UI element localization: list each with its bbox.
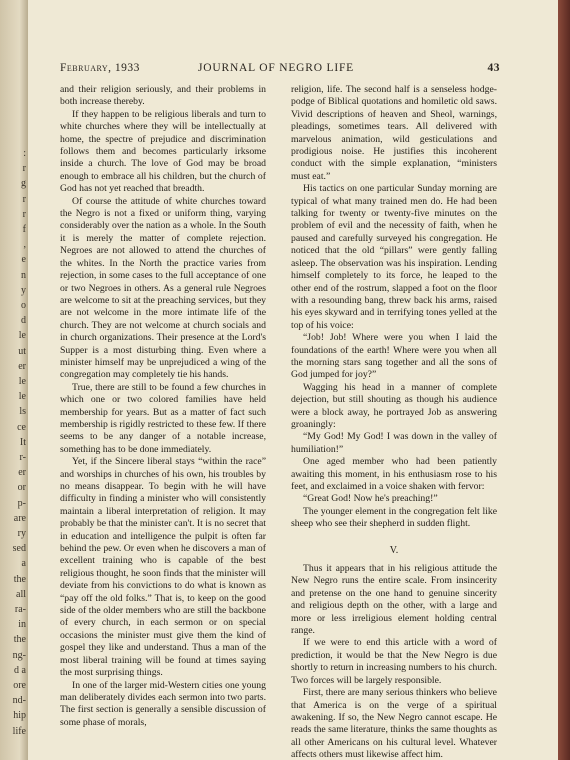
paragraph: Yet, if the Sincere liberal stays “within the race” and worships in churches of his own, his troubles by no means disappear. To begin with he will have difficulty in finding a minister who will consistently maintain a liberal interpretation of religion. It may probably be that the minister can't. It is no secret that in education and intelligence the pulpit is often far behind the pew. Or even when he discovers a man of excellent training who is capable of the best religious thought, he soon finds that the minister will deviate from his convictions to do what is known as “pay off the old folks.” That is, to keep on the good side of the older members who are still the backbone of every church, in each sermon or on special occasions the minister must give them the kind of gospel they like and understand. Thus a man of the most liberal training will be found at times saying the most surprising things.: [60, 456, 266, 679]
facing-page-fragment: ls: [19, 406, 26, 418]
facing-page-fragment: are: [13, 512, 26, 524]
facing-page-fragment: life: [12, 725, 26, 737]
paragraph: “My God! My God! I was down in the valley of humiliation!”: [291, 431, 497, 455]
page-number: 43: [487, 62, 500, 74]
paragraph: First, there are many serious thinkers who believe that America is on the verge of a spiritual awakening. If so, the New Negro cannot escape. He reads the same literature, thinks the same thoughts as all other Americans on his cultural level. Whatever affects others must likewise affect him.: [291, 687, 497, 760]
facing-page-fragment: le: [18, 391, 26, 403]
facing-page-fragment: n: [21, 269, 26, 281]
paragraph: “Job! Job! Where were you when I laid the foundations of the earth! Where were you when all the morning stars sang together and all the sons of God jumped for joy?”: [291, 332, 497, 381]
facing-page-fragment: g: [21, 178, 26, 190]
facing-page-fragment: ra-: [14, 604, 26, 615]
facing-page-fragment: ng-: [12, 649, 26, 661]
facing-page-fragment: r: [22, 208, 26, 220]
facing-page-fragment: in: [18, 619, 26, 631]
facing-page-fragment: or: [17, 482, 26, 494]
paragraph: In one of the larger mid-Western cities one young man deliberately divides each sermon into two parts. The first section is generally a sensible discussion of some phase of morals,: [60, 679, 266, 728]
paragraph: Thus it appears that in his religious attitude the New Negro runs the entire scale. From insincerity and pretense on the one hand to genuine sincerity and religious depth on the other, with a large and more or less irreligious element holding central range.: [291, 563, 497, 637]
paragraph: Wagging his head in a manner of complete dejection, but still shouting as though his audience were a block away, he portrayed Job as answering groaningly:: [291, 381, 497, 430]
right-column: [291, 84, 497, 760]
facing-page-fragment: ut: [18, 345, 26, 357]
section-heading: V.: [389, 544, 399, 556]
facing-page-fragment: r: [22, 193, 26, 205]
journal-page: [28, 0, 558, 760]
paragraph: religion, life. The second half is a senseless hodge-podge of Biblical quotations and homiletic old saws. Vivid descriptions of heaven and Sheol, warnings, pleadings, sometimes tears. All delivered with marvelous animation, wild gesticulations and prodigious noise. He justifies this incoherent conduct with the simple explanation, “ministers must eat.”: [291, 84, 497, 182]
facing-page-fragment: o: [21, 300, 26, 311]
facing-page-fragment: nd-: [12, 695, 26, 707]
facing-page-fragment: sed: [12, 543, 26, 555]
paragraph: “Great God! Now he's preaching!”: [303, 493, 438, 505]
facing-page-fragment: d: [21, 315, 26, 327]
facing-page-fragment: a: [21, 558, 26, 570]
facing-page-fragment: r-: [19, 452, 26, 463]
facing-page-fragment: y: [21, 284, 26, 296]
facing-page-fragment: r: [22, 163, 26, 175]
facing-page-fragment: f: [22, 224, 26, 235]
paragraph: His tactics on one particular Sunday morning are typical of what many trained men do. He had been talking for twenty or twenty-five minutes on the problem of evil and the necessity of faith, when he paused and carefully surveyed his congregation. He noticed that the old “pillars” were gently falling asleep. The observation was his inspiration. Lending himself completely to its force, he leaped to the other end of the rostrum, slapped a foot on the floor with a resounding bang, threw back his arms, raised his eyes skyward and in terrifying tones yelled at the top of his voice:: [291, 183, 497, 331]
running-header: [60, 62, 500, 76]
facing-page-fragment: :: [23, 148, 26, 159]
facing-page-fragment: e: [21, 254, 26, 266]
facing-page-fragment: It: [19, 436, 26, 448]
facing-page-fragment: hip: [13, 710, 26, 722]
facing-page-fragment: er: [18, 360, 26, 372]
facing-page-fragment: le: [18, 330, 26, 342]
paragraph: If they happen to be religious liberals and turn to white churches where they will be intellectually at home, the spectre of prejudice and discrimination follows them and becomes particularly irksome inside a church. The love of God may be broad enough to embrace all his children, but the church of God has not yet reached that breadth.: [60, 108, 266, 195]
paragraph: True, there are still to be found a few churches in which one or two colored families have held membership for years. But as a matter of fact such membership is rigidly restricted to these few. If there seems to be any danger of a notable increase, something has to be done immediately.: [60, 381, 266, 455]
facing-page-fragment: ore: [13, 680, 26, 691]
facing-page-fragment: all: [16, 588, 26, 600]
facing-page-fragment: ry: [17, 528, 26, 539]
paragraph: If we were to end this article with a word of prediction, it would be that the New Negro is due shortly to return in increasing numbers to his church. Two forces will be largely responsible.: [291, 637, 497, 686]
journal-title: JOURNAL OF NEGRO LIFE: [198, 62, 354, 74]
paragraph: One aged member who had been patiently awaiting this moment, in his enthusiasm rose to his feet, and exclaimed in a voice shaken with fervor:: [291, 456, 497, 492]
page-edge-binding: [558, 0, 570, 760]
facing-page-fragment: ,: [23, 239, 26, 251]
header-date: February, 1933: [60, 62, 140, 74]
left-column: [60, 84, 266, 729]
facing-page-fragment: er: [18, 467, 26, 479]
facing-page-edge: [0, 0, 28, 760]
facing-page-fragment: le: [18, 376, 26, 387]
facing-page-fragment: p-: [17, 497, 26, 509]
paragraph: Of course the attitude of white churches toward the Negro is not a fixed or uniform thing, varying considerably over the nation as a whole. In the South it is merely the matter of complete rejection. Negroes are not allowed to attend the churches of the whites. In the North the practice varies from rejection, in some cases to the full acceptance of one or two Negroes in others. As a general rule Negroes are welcome to sit at the preaching services, but they are not welcome in the more intimate life of the church. They are not welcome at church socials and in church organizations. Their presence at the Lord's Supper is a most disturbing thing. Even where a minister himself may be unprejudiced a wing of the congregation may completely tie his hands.: [60, 195, 266, 381]
facing-page-fragment: the: [13, 634, 26, 646]
paragraph: and their religion seriously, and their problems in both increase thereby.: [60, 84, 266, 108]
facing-page-fragment: ce: [17, 421, 26, 433]
paragraph: The younger element in the congregation felt like sheep who see their shepherd in sudden flight.: [291, 505, 497, 530]
facing-page-fragment: d a: [14, 664, 26, 676]
facing-page-fragment: the: [13, 573, 26, 585]
